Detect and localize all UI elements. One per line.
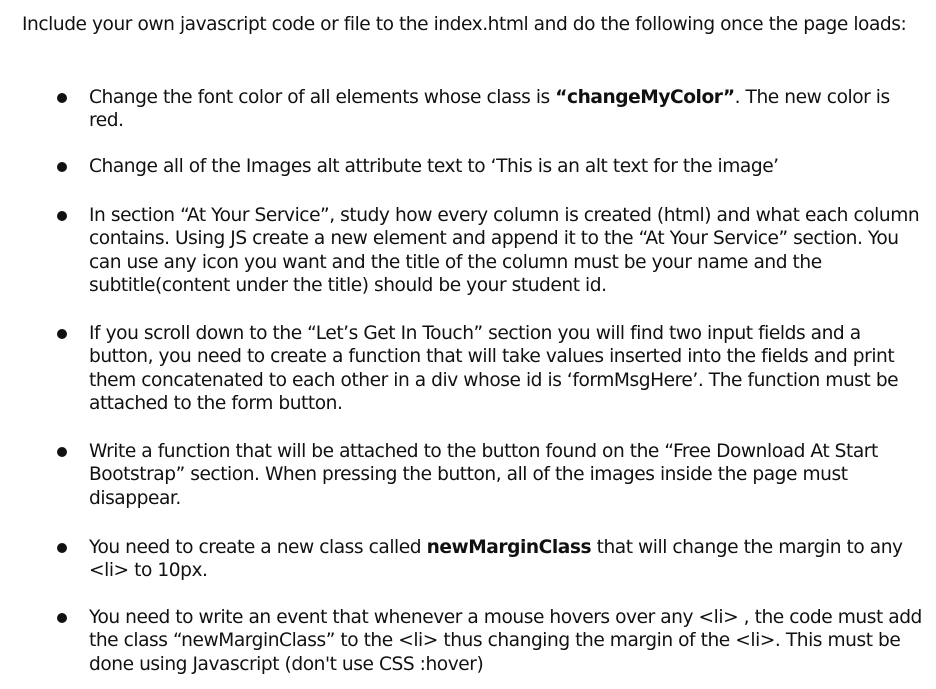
assignment-intro: Include your own javascript code or file to the index.html and do the following once the page loads:: [22, 14, 907, 35]
bullet-icon: [57, 93, 67, 103]
bullet-icon: [57, 543, 67, 553]
task-form-message: [89, 322, 929, 416]
task-change-alt-text: [89, 155, 929, 178]
task-text: You need to write an event that whenever a mouse hovers over any <li> , the code must add the class “newMarginClass” to the <li> thus changing the margin of the <li>. This must be done using Javascript (don't use CSS :hover): [89, 607, 922, 675]
task-text: Change all of the Images alt attribute text to ‘This is an alt text for the image’: [89, 156, 779, 177]
task-change-font-color: [89, 86, 929, 133]
task-text: If you scroll down to the “Let’s Get In Touch” section you will find two input fields and a button, you need to create a function that will take values inserted into the fields and print them concatenated to each other in a div whose id is ‘formMsgHere’. The function must be attached to the form button.: [89, 323, 899, 415]
task-text: Change the font color of all elements whose class is “changeMyColor”. The new color is red.: [89, 87, 890, 132]
bullet-icon: [57, 329, 67, 339]
task-new-margin-class: [89, 536, 929, 583]
bullet-icon: [57, 162, 67, 172]
bullet-icon: [57, 211, 67, 221]
task-add-service-column: [89, 204, 929, 298]
task-text: In section “At Your Service”, study how every column is created (html) and what each column contains. Using JS create a new element and append it to the “At Your Service” section. You can use any icon you want and the title of the column must be your name and the subtitle(content under the title) should be your student id.: [89, 205, 920, 297]
bullet-icon: [57, 613, 67, 623]
task-text: You need to create a new class called newMarginClass that will change the margin to any <li> to 10px.: [89, 537, 903, 582]
task-hide-images: [89, 440, 929, 510]
class-name-highlight: “changeMyColor”: [555, 87, 735, 108]
bullet-icon: [57, 447, 67, 457]
task-hover-event: [89, 606, 929, 676]
task-text: Write a function that will be attached to the button found on the “Free Download At Start Bootstrap” section. When pressing the button, all of the images inside the page must disappear.: [89, 441, 878, 509]
class-name-highlight: newMarginClass: [426, 537, 592, 558]
